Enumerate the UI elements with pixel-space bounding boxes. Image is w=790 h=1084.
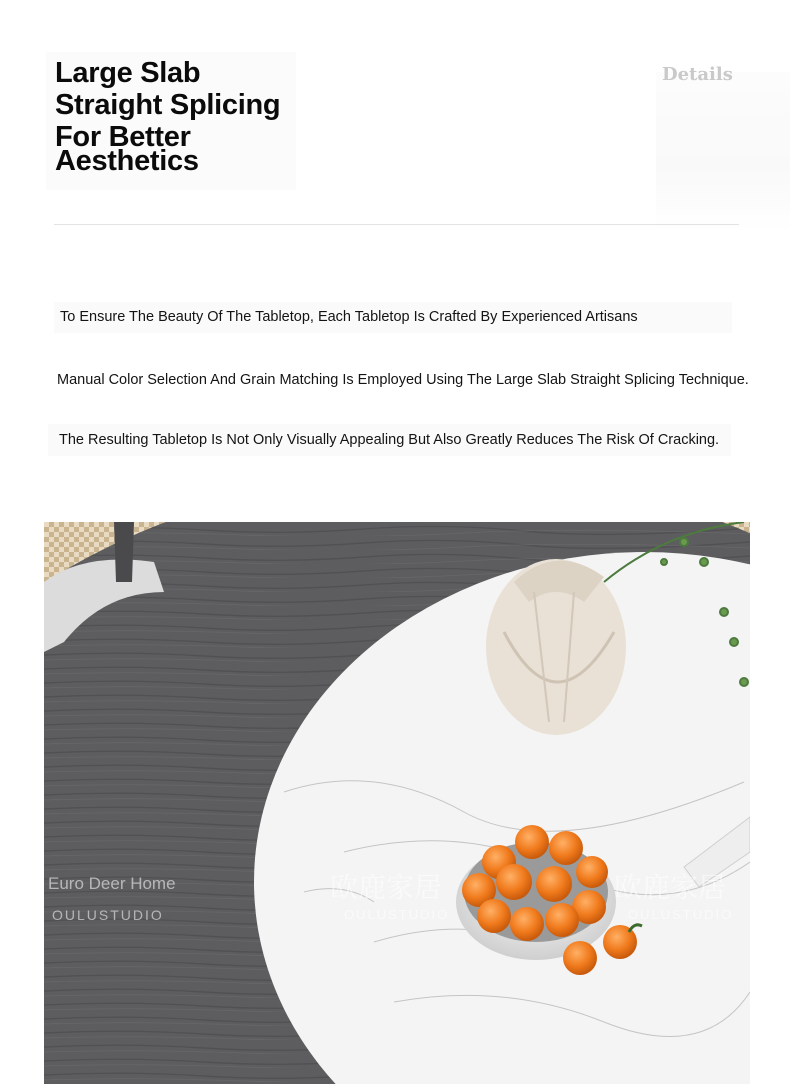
title-line-3: For Better: [55, 121, 191, 153]
watermark-1-top: Euro Deer Home: [48, 874, 176, 893]
watermark-2-bottom: OULUSTUDIO: [344, 907, 450, 922]
watermark-2-top: 欧鹿家居: [330, 871, 443, 904]
watermark-3-top: 欧鹿家居: [614, 871, 727, 904]
orange-loose: [563, 941, 597, 975]
details-label: Details: [662, 64, 733, 85]
watermark-1-bottom: OULUSTUDIO: [52, 907, 164, 923]
section-divider: [54, 224, 739, 225]
tabletop-illustration: [44, 522, 750, 1084]
body-text-line-1: To Ensure The Beauty Of The Tabletop, Each Tabletop Is Crafted By Experienced Artisans: [54, 302, 732, 333]
title-line-1: Large Slab: [55, 57, 201, 89]
details-fade-panel: [656, 72, 790, 232]
product-photo: [44, 522, 750, 1084]
orange-loose: [603, 925, 637, 959]
body-text-line-3: The Resulting Tabletop Is Not Only Visually Appealing But Also Greatly Reduces The Risk Of Cracking.: [48, 424, 731, 456]
body-text-line-2: Manual Color Selection And Grain Matching Is Employed Using The Large Slab Straight Splicing Technique.: [57, 372, 749, 388]
page-title: [55, 57, 315, 177]
title-line-4: Aesthetics: [55, 145, 199, 177]
watermark-3-bottom: OULUSTUDIO: [628, 907, 734, 922]
ceramic-vase: [486, 559, 626, 735]
title-line-2: Straight Splicing: [55, 89, 281, 121]
